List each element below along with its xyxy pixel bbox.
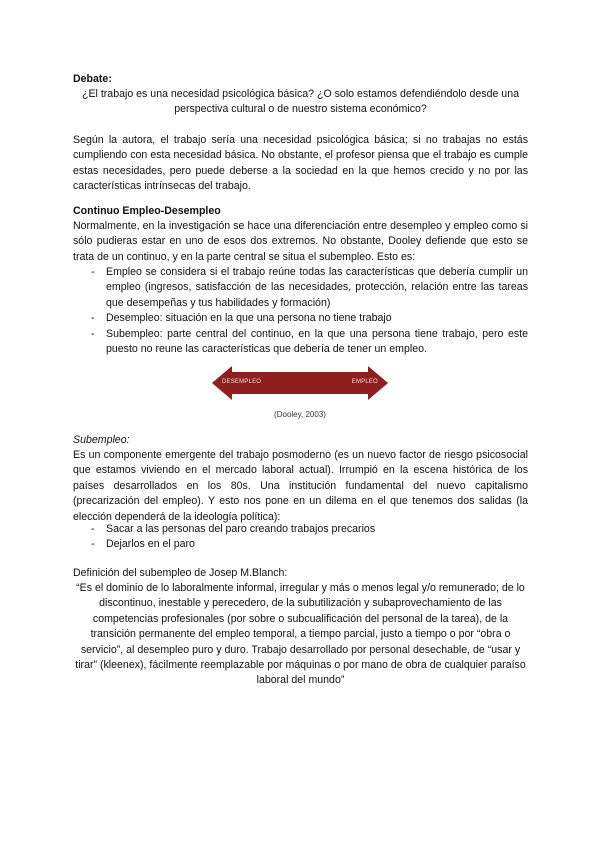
continuo-heading: Continuo Empleo-Desempleo bbox=[73, 205, 221, 217]
subempleo-text: Es un componente emergente del trabajo posmoderno (es un nuevo factor de riesgo psicosocial que estamos viviendo en el mercado laboral actual). Irrumpió en la escena histórica de los países desarrollados en los 80s. Una institución fundamental del nuevo capitalismo (precarización del empleo). Y esto nos pone en un dilema en el que tenemos dos salidas (la elección dependerá de la ideología política): bbox=[73, 449, 528, 523]
debate-answer: Según la autora, el trabajo sería una necesidad psicológica básica; si no trabajas no estás cumpliendo con esta necesidad básica. No obstante, el profesor piensa que el trabajo es cumple estas necesidades, pero puede deberse a la sociedad en la que hemos crecido y no por las características intrínsecas del trabajo. bbox=[73, 134, 528, 193]
debate-question: ¿El trabajo es una necesidad psicológica básica? ¿O solo estamos defendiéndolo desde una perspectiva cultural o de nuestro sistema económico? bbox=[82, 88, 519, 116]
figure-caption: (Dooley, 2003) bbox=[274, 410, 326, 419]
list-item-empleo: - Empleo se considera si el trabajo reúne todas las características que debería cumplir un empleo (ingresos, satisfacción de las necesidades, protección, relación entre las tareas que desempeñas y tus habilidades y formación) bbox=[73, 265, 528, 311]
continuum-arrow-figure bbox=[212, 366, 388, 400]
list-item-desempleo: - Desempleo: situación en la que una persona no tiene trabajo bbox=[73, 311, 528, 326]
subempleo-list bbox=[73, 522, 528, 553]
debate-title: Debate: bbox=[73, 73, 112, 85]
definicion-quote: “Es el dominio de lo laboralmente informal, irregular y más o menos legal y/o remunerado; de lo discontinuo, inestable y perecedero, de la subutilización y subaprovechamiento de las competencias profesionales (por sobre o subcualificación del personal de la tarea), de la transición permanente del empleo temporal, a tiempo parcial, justo a tiempo o por “obra o servicio”, al desempleo puro y duro. Trabajo desarrollado por personal desechable, de “usar y tirar” (kleenex), fácilmente reemplazable por máquinas o por mano de obra de cualquier paraíso laboral del mundo” bbox=[75, 582, 526, 687]
arrow-label-right: EMPLEO bbox=[351, 379, 378, 385]
continuo-list bbox=[73, 265, 528, 357]
arrow-label-left: DESEMPLEO bbox=[222, 379, 262, 385]
list-item-dejar: - Dejarlos en el paro bbox=[73, 537, 528, 552]
definicion-heading: Definición del subempleo de Josep M.Blanch: bbox=[73, 567, 288, 579]
list-item-sacar: - Sacar a las personas del paro creando trabajos precarios bbox=[73, 522, 528, 537]
continuo-intro: Normalmente, en la investigación se hace una diferenciación entre desempleo y empleo como si sólo pudieras estar en uno de esos dos extremos. No obstante, Dooley defiende que esto se trata de un continuo, y en la parte central se situa el subempleo. Esto es: bbox=[73, 220, 528, 263]
list-item-subempleo: - Subempleo: parte central del continuo, en la que una persona tiene trabajo, pero este puesto no reune las características que debería de tener un empleo. bbox=[73, 327, 528, 358]
subempleo-heading: Subempleo: bbox=[73, 434, 130, 446]
